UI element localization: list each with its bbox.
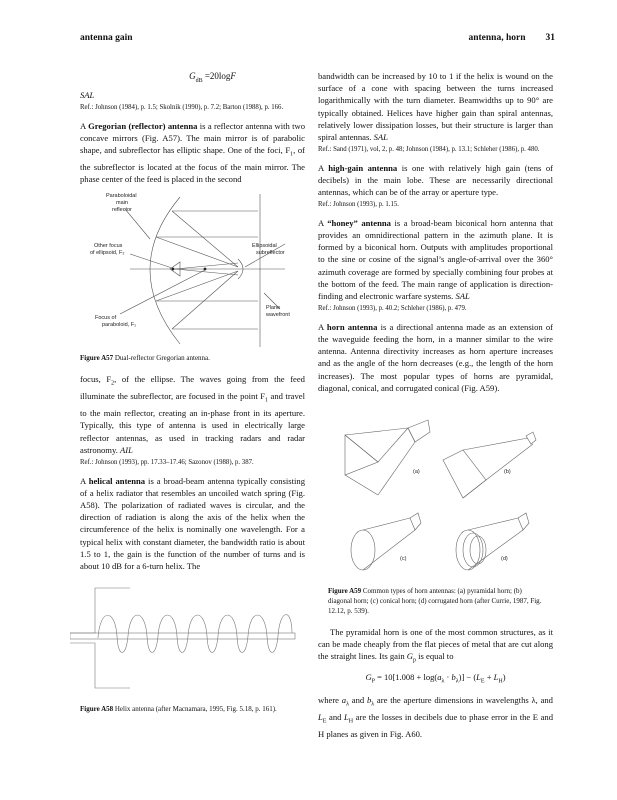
figure-a57-caption bbox=[80, 353, 305, 363]
entry-high-gain-antenna bbox=[318, 162, 553, 199]
entry-helical-continued bbox=[318, 70, 553, 143]
subscript: λ bbox=[346, 701, 349, 708]
formula-rhs: =20log bbox=[202, 71, 231, 81]
helix-antenna-icon bbox=[70, 578, 305, 698]
left-column bbox=[80, 70, 305, 714]
subscript: 2 bbox=[111, 381, 115, 388]
signature: AIL bbox=[120, 444, 133, 455]
subscript: λ bbox=[441, 678, 445, 685]
term: horn antenna bbox=[326, 321, 378, 332]
text: is a reflector antenna with two concave mirrors (Fig. A57). The main mirror is of parabolic shape, and subreflector has elliptic shape. One of the foci, F bbox=[80, 120, 305, 156]
entry-gregorian-continued bbox=[80, 373, 305, 456]
figure-a57-gregorian-diagram bbox=[80, 189, 305, 349]
formula-pyramidal-gain bbox=[318, 671, 553, 688]
label-plane: Plane bbox=[266, 305, 281, 312]
label-wavefront: wavefront bbox=[266, 312, 290, 319]
text: are the losses in decibels due to phase error in the E and H planes as given in Fig. A60. bbox=[318, 712, 553, 740]
text: , of the ellipse. The waves going from the feed illuminate the subreflector, are focused in the point F bbox=[80, 374, 305, 402]
formula-text: ) bbox=[502, 672, 506, 683]
formula-text: + bbox=[484, 672, 494, 683]
text: is one with relatively high gain (tens of decibels) in the main lobe. These are necessarily directional antennas, which can be of the array or aperture type. bbox=[318, 162, 553, 198]
entry-gregorian-antenna bbox=[80, 120, 305, 186]
entry-where-clause bbox=[318, 694, 553, 740]
text: is a directional antenna made as an extension of the waveguide feeding the horn, in a manner similar to the wire antenna. Antenna directivity increases as horn aperture increases and as the angle of the horn decreases (e.g., the length of the horn increases). The most popular types of horns are pyramidal, diagonal, conical, and corrugated conical (Fig. A59). bbox=[318, 321, 553, 393]
figure-a58-helix-diagram bbox=[70, 578, 305, 698]
formula-sub: dB bbox=[195, 77, 203, 84]
signature: SAL bbox=[455, 291, 470, 302]
text: is equal to bbox=[416, 651, 454, 662]
formula-var: b bbox=[366, 695, 372, 706]
formula-var: a bbox=[341, 695, 347, 706]
formula-var: L bbox=[344, 712, 349, 723]
subscript: p bbox=[413, 658, 417, 665]
reference: Ref.: Sand (1971), vol, 2, p. 48; Johnson (1984), p. 13.1; Schleher (1986), p. 480. bbox=[318, 146, 540, 154]
subscript: E bbox=[322, 718, 327, 725]
text: and bbox=[348, 695, 367, 706]
entry-honey-antenna bbox=[318, 217, 553, 302]
label-c: (c) bbox=[400, 555, 407, 562]
caption-label: Figure A58 bbox=[80, 705, 114, 714]
formula-text: = 10[1.008 + log( bbox=[374, 672, 438, 683]
label-other-focus: Other focus bbox=[94, 243, 123, 250]
figure-a58-caption bbox=[80, 704, 305, 714]
text: A bbox=[318, 162, 329, 173]
label-main: main bbox=[116, 200, 128, 207]
entry-pyramidal-horn bbox=[318, 626, 553, 667]
text: and travel to the main reflector, creating an in-phase front in its aperture. Typically, this type of antenna is used in electrically large reflector antennas, as used in tracking radars and radar astronomy. bbox=[80, 391, 305, 455]
text: and bbox=[326, 712, 344, 723]
text: is a broad-beam biconical horn antenna that provides an omnidirectional pattern in the azimuth plane. It is formed by a biconical horn. Outputs with amplitudes proportional to the sine or cosine of the signal’s angle-of-arrival over the 360° azimuth coverage are formed by specially combining four probes at the bottom of the feed. The main range of application is direction-finding and electronic warfare systems. bbox=[318, 217, 553, 302]
reference: Ref.: Johnson (1993), p. 40.2; Schleher (1986), p. 479. bbox=[318, 305, 467, 313]
right-running-head-text: antenna, horn bbox=[468, 33, 526, 43]
label-subreflector: subreflector bbox=[256, 250, 285, 257]
term: helical antenna bbox=[88, 475, 146, 486]
caption-label: Figure A57 bbox=[80, 354, 114, 363]
subscript: H bbox=[348, 718, 354, 725]
caption-label: Figure A59 bbox=[328, 586, 362, 595]
page-number: 31 bbox=[545, 33, 555, 43]
reference: Ref.: Johnson (1993), pp. 17.33–17.46; Sazonov (1988), p. 387. bbox=[80, 459, 254, 467]
formula-var: G bbox=[189, 71, 196, 81]
text: A bbox=[318, 217, 328, 228]
entry-horn-antenna bbox=[318, 321, 553, 394]
reference: Ref.: Johnson (1984), p. 1.5; Skolnik (1990), p. 7.2; Barton (1988), p. 166. bbox=[80, 104, 284, 112]
text: is a broad-beam antenna typically consisting of a helix radiator that resembles an uncoiled watch spring (Fig. A58). The polarization of radiated waves is circular, and the direction of radiation is along the axis of the helix when the circumference of the helix is nominally one wavelength. For a typical helix with constant diameter, the bandwidth ratio is about 1.5 to 1, the gain is the function of the number of turns and is about 10 dB for a 6-turn helix. The bbox=[80, 475, 305, 572]
left-running-head: antenna gain bbox=[80, 33, 133, 43]
formula-var: G bbox=[406, 651, 414, 662]
text: bandwidth can be increased by 10 to 1 if the helix is wound on the surface of a cone with spacing between the turns increased logarithmically with the turn diameter. Beamwidths up to 90° are typically obtained. Helices have higher gain than spiral antennas, relatively lower dissipation losses, but their structure is larger than spiral antennas. bbox=[318, 71, 553, 143]
subscript: 1 bbox=[290, 151, 294, 158]
text: A bbox=[80, 475, 89, 486]
text: where bbox=[318, 695, 342, 706]
figure-a59-caption bbox=[328, 586, 543, 616]
gregorian-diagram-icon bbox=[80, 189, 305, 349]
text: A bbox=[80, 120, 89, 131]
formula-var: a bbox=[437, 672, 442, 683]
subscript: E bbox=[480, 678, 485, 685]
label-ellipsoidal: Ellipsoidal bbox=[252, 243, 277, 250]
signature: SAL bbox=[373, 132, 388, 143]
text: The pyramidal horn is one of the most common structures, as it can be made cheaply from the flat pieces of metal that are cut along the straight lines. Its gain bbox=[318, 626, 553, 662]
subscript: 1 bbox=[265, 398, 269, 405]
formula-var-f: F bbox=[230, 71, 236, 81]
signature: SAL bbox=[80, 90, 95, 100]
caption-text: Dual-reflector Gregorian antenna. bbox=[113, 354, 210, 363]
formula-var: L bbox=[476, 672, 481, 683]
subscript: λ bbox=[371, 701, 375, 708]
label-b: (b) bbox=[504, 468, 511, 475]
text: A bbox=[318, 321, 327, 332]
text: are the aperture dimensions in wavelengths λ, and bbox=[374, 695, 553, 706]
subscript: H bbox=[498, 678, 503, 685]
formula-var: L bbox=[318, 712, 323, 723]
label-focus-of: Focus of bbox=[95, 315, 117, 322]
term: Gregorian (reflector) antenna bbox=[88, 120, 198, 131]
formula-var: G bbox=[365, 672, 372, 683]
text: , of the subreflector is located at the focus of the main mirror. The phase center of the feed is placed in the second bbox=[80, 145, 305, 185]
term: high-gain antenna bbox=[328, 162, 398, 173]
caption-text: Helix antenna (after Macnamara, 1995, Fig. 5.18, p. 161). bbox=[113, 705, 277, 714]
text: focus, F bbox=[80, 374, 112, 385]
formula-var: b bbox=[451, 672, 456, 683]
right-column bbox=[318, 70, 553, 740]
label-d: (d) bbox=[501, 555, 508, 562]
caption-text: Common types of horn antennas: (a) pyramidal horn; (b) diagonal horn; (c) conical horn; (d) corrugated horn (after Currie, 1987, Fig. 12.12, p. 539). bbox=[328, 586, 542, 615]
label-reflector: reflector bbox=[112, 207, 132, 214]
running-header bbox=[80, 33, 555, 47]
formula-var: L bbox=[493, 672, 499, 683]
label-of-ellipsoid: of ellipsoid, F₂ bbox=[90, 250, 125, 257]
subscript: λ bbox=[455, 678, 459, 685]
reference: Ref.: Johnson (1993), p. 1.15. bbox=[318, 201, 399, 209]
formula-text: )] − ( bbox=[458, 672, 477, 683]
label-paraboloid: paraboloid, F₁ bbox=[102, 322, 136, 329]
label-a: (a) bbox=[413, 468, 420, 475]
formula-text: · bbox=[444, 672, 452, 683]
right-running-head bbox=[468, 33, 555, 43]
figure-a59-horn-types bbox=[318, 400, 553, 580]
label-main-reflector: Paraboloidal bbox=[106, 193, 137, 200]
formula-gain-db bbox=[120, 70, 305, 87]
subscript: P bbox=[371, 678, 375, 685]
horn-antennas-icon bbox=[318, 400, 553, 580]
entry-helical-antenna bbox=[80, 475, 305, 573]
term: “honey” antenna bbox=[327, 217, 391, 228]
